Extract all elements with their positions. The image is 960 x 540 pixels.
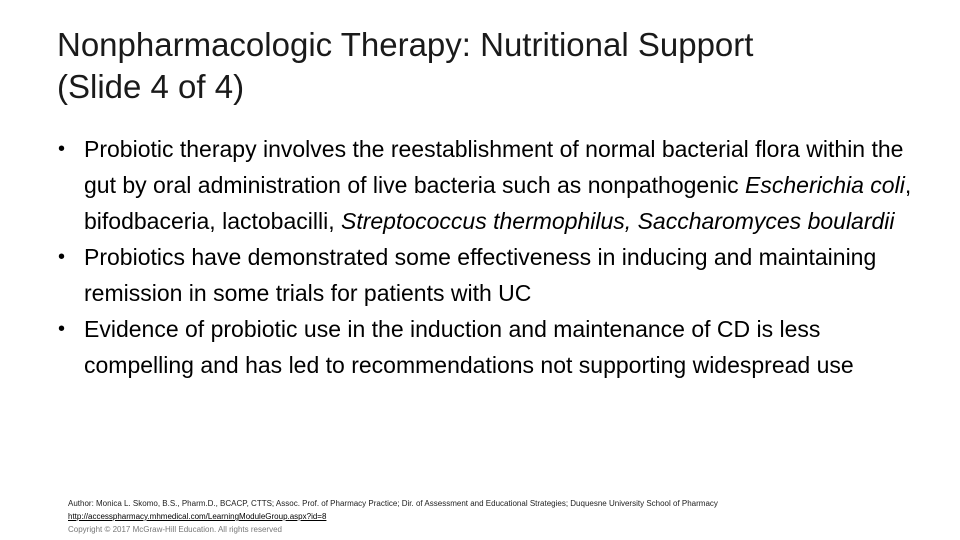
bullet-text-italic-ecoli: Escherichia coli <box>745 172 905 198</box>
slide-footer <box>68 497 928 536</box>
footer-author: Author: Monica L. Skomo, B.S., Pharm.D., BCACP, CTTS; Assoc. Prof. of Pharmacy Practice; Dir. of Assessment and Educational Strategies; Duquesne University School of Pharmacy <box>68 499 718 508</box>
bullet-text <box>84 244 876 306</box>
footer-source-link[interactable]: http://accesspharmacy.mhmedical.com/LearningModuleGroup.aspx?id=8 <box>68 512 327 521</box>
bullet-text <box>84 316 854 378</box>
bullet-item-evidence-cd <box>58 311 918 383</box>
bullet-text-segment: Evidence of probiotic use in the induction and maintenance of CD is less compelling and has led to recommendations not supporting widespread use <box>84 316 854 378</box>
title-line-2: (Slide 4 of 4) <box>57 68 245 105</box>
bullet-marker: • <box>58 318 66 340</box>
bullet-text-segment: Probiotics have demonstrated some effectiveness in inducing and maintaining remission in some trials for patients with UC <box>84 244 877 306</box>
bullet-item-probiotics-effectiveness <box>58 239 918 311</box>
bullet-text-segment: Probiotic therapy involves the reestablishment of normal bacterial flora within the gut by oral administration of live bacteria such as nonpathogenic <box>84 136 904 198</box>
bullet-marker: • <box>58 138 66 160</box>
bullet-text-italic-species: Streptococcus thermophilus, Saccharomyces boulardii <box>340 208 895 234</box>
bullet-list <box>58 131 918 383</box>
bullet-text-segment: , bifodbaceria, lactobacilli, <box>84 172 912 234</box>
title-line-1: Nonpharmacologic Therapy: Nutritional Support <box>57 26 754 63</box>
footer-copyright: Copyright © 2017 McGraw-Hill Education. All rights reserved <box>68 525 282 534</box>
bullet-item-probiotic-therapy <box>58 131 918 239</box>
bullet-marker: • <box>58 246 66 268</box>
bullet-text <box>84 136 911 234</box>
slide-title <box>57 24 937 108</box>
